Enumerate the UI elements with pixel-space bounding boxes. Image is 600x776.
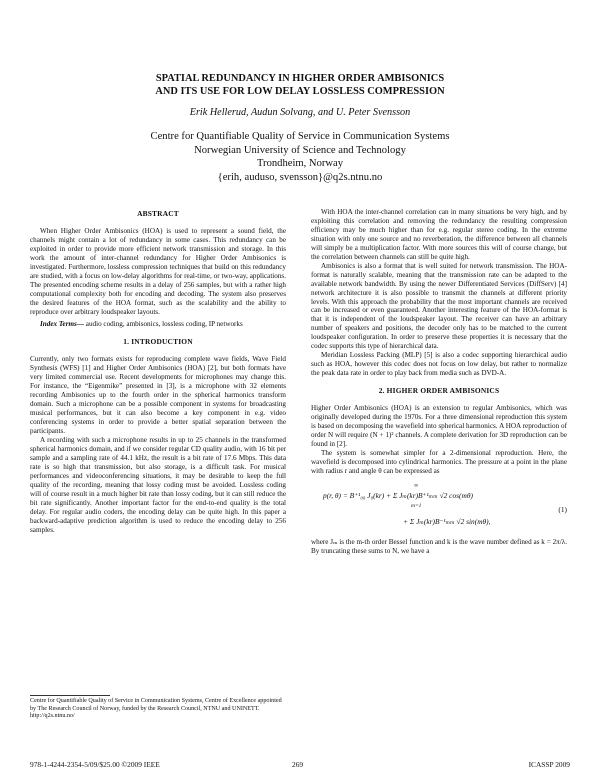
body-paragraph: With HOA the inter-channel correlation can in many situations be very high, and by exploiting this correlation and removing the redundancy the resulting compression efficiency may be much higher than for e.g. regular stereo coding. In the extreme situation with only one source and no reverberation, the difference between all channels will simply be a multiplication factor. With more sources this will of course change, but the correlation between channels can still be quite high.: [311, 208, 567, 261]
affiliation-line: Trondheim, Norway: [256, 158, 344, 170]
title-line-2: AND ITS USE FOR LOW DELAY LOSSLESS COMPRESSION: [155, 86, 445, 97]
body-paragraph: Higher Order Ambisonics (HOA) is an extension to regular Ambisonics, which was originally developed during the 1970s. For a three dimensional reproduction this system is based on decomposing the wavefield into spherical harmonics. A HOA reproduction of order N will require (N + 1)² channels. A complete derivation for 3D reproduction can be found in [2].: [311, 404, 567, 448]
equation-line-2: + Σ Jₘ(kr)B⁻¹ₘₘ √2 sin(mθ),: [403, 516, 491, 526]
left-column: [30, 208, 286, 534]
affiliation-line: Norwegian University of Science and Technology: [194, 144, 406, 156]
abstract-heading: ABSTRACT: [137, 209, 179, 218]
page-number: 269: [292, 760, 304, 769]
sum-lower-limit: m=1: [411, 502, 422, 509]
affiliation-line: Centre for Quantifiable Quality of Service in Communication Systems: [150, 131, 450, 142]
sum-upper-limit: ∞: [414, 482, 419, 489]
title-line-1: SPATIAL REDUNDANCY IN HIGHER ORDER AMBISONICS: [155, 73, 445, 84]
index-terms: [30, 320, 286, 329]
hoa-section-heading: 2. HIGHER ORDER AMBISONICS: [378, 386, 500, 396]
body-paragraph: The system is somewhat simpler for a 2-dimensional reproduction. Here, the wavefield is decomposed into cylindrical harmonics. The pressure at a point in the plane with radius r and angle θ can be expressed as: [311, 448, 567, 475]
body-paragraph: Meridian Lossless Packing (MLP) [5] is also a codec supporting hierarchical audio such as HOA, however this codec does not focus on low delay, but rather to normalize the peak data rate in order to play back from media such as DVD-A.: [311, 351, 567, 378]
footer-isbn: 978-1-4244-2354-5/09/$25.00 ©2009 IEEE: [30, 760, 160, 769]
intro-paragraph: Currently, only two formats exists for reproducing complete wave fields, Wave Field Synthesis (WFS) [1] and Higher Order Ambisonics (HOA) [2], but both formats have very limited commercial use. Recent developments for microphones may change this. For instance, the “Eigenmike” presented in [3], is a microphone with 32 elements recording Ambisonics up to the fourth order in the spherical harmonics transform domain. Such a microphone can be a possible component in systems for broadcasting musical performances, but it can also become a key component in e.g. video conferencing systems in order to provide a better spatial separation between the participants.: [30, 355, 286, 436]
conference-name: ICASSP 2009: [528, 760, 570, 769]
abstract-text: When Higher Order Ambisonics (HOA) is used to represent a sound field, the channels might contain a lot of redundancy in some cases. This redundancy can be exploited in order to provide more efficient network transmission and storage. In this work the amount of inter-channel redundancy for Higher Order Ambisonics is investigated. Furthermore, lossless compression techniques that build on this redundancy are studied, with a focus on low-delay algorithms for real-time, or two-way, applications. The presented encoding scheme results in a delay of 256 samples, but with a rather high computational complexity both for encoding and decoding. The system also preserves the desired features of the HOA format, such as the scalability and the ability to reproduce over arbitrary loudspeaker layouts.: [30, 226, 286, 316]
index-terms-label: Index Terms—: [40, 320, 84, 329]
affiliation-block: [0, 130, 600, 184]
introduction-heading: 1. INTRODUCTION: [123, 337, 193, 347]
author-list: Erik Hellerud, Audun Solvang, and U. Peter Svensson: [189, 107, 411, 118]
index-terms-text: audio coding, ambisonics, lossless coding, IP networks: [83, 320, 243, 329]
equation-line-1: p(r, θ) = B⁺¹₀₀ J₀(kr) + Σ Jₘ(kr)B⁺¹ₘₘ √2 cos(mθ): [323, 490, 473, 500]
equation-number: (1): [558, 504, 567, 514]
paper-title: [0, 72, 600, 98]
author-emails: {erih, auduso, svensson}@q2s.ntnu.no: [217, 171, 383, 183]
intro-paragraph: A recording with such a microphone results in up to 25 channels in the transformed spherical harmonics domain, and if we consider regular CD quality audio, with 16 bit per sample and a sampling rate of 44.1 kHz, the result is a bit rate of 17.6 Mbps. This data rate is so high that transmission, but also storage, is a difficult task. For musical performances and videoconferencing situations, it may be desirable to keep the full quality of the recording, meaning that lossy coding must be avoided. Lossless coding will of course result in a much higher bit rate than lossy coding, but it can still reduce the bit rate significantly. Another important factor for the end-to-end quality is the total delay. For regular audio coders, the encoding delay can be quite high. In this paper a backward-adaptive prediction algorithm is used to reduce the encoding delay to 256 samples.: [30, 435, 286, 534]
footnote: Centre for Quantifiable Quality of Service in Communication Systems, Centre of Excellence appointed by The Research Council of Norway, funded by the Research Council, NTNU and UNINETT. http://q2s.ntnu.no/: [30, 698, 282, 720]
footnote-divider: [30, 695, 110, 696]
body-paragraph: where Jₘ is the m-th order Bessel function and k is the wave number defined as k = 2π/λ. By truncating these sums to N, we have a: [311, 537, 567, 555]
right-column: [311, 208, 567, 556]
equation-1: [311, 480, 567, 536]
body-paragraph: Ambisonics is also a format that is well suited for network transmission. The HOA-format is naturally scalable, meaning that the transmission rate can be adapted to the available network bandwidth. By using the newer Differentiated Services (DiffServ) [4] network architecture it is also possible to transmit the channels at different priority levels. With this approach the probability that the most important channels are received can be increased or even guaranteed. Another interesting feature of the HOA-format is that it is independent of the loudspeaker layout. The receiver can have an arbitrary number of speakers and positions, the decoder only has to be matched to the current loudspeaker configuration. In order to preserve these properties it is necessary that the codec supports this type of hierarchical data.: [311, 261, 567, 351]
